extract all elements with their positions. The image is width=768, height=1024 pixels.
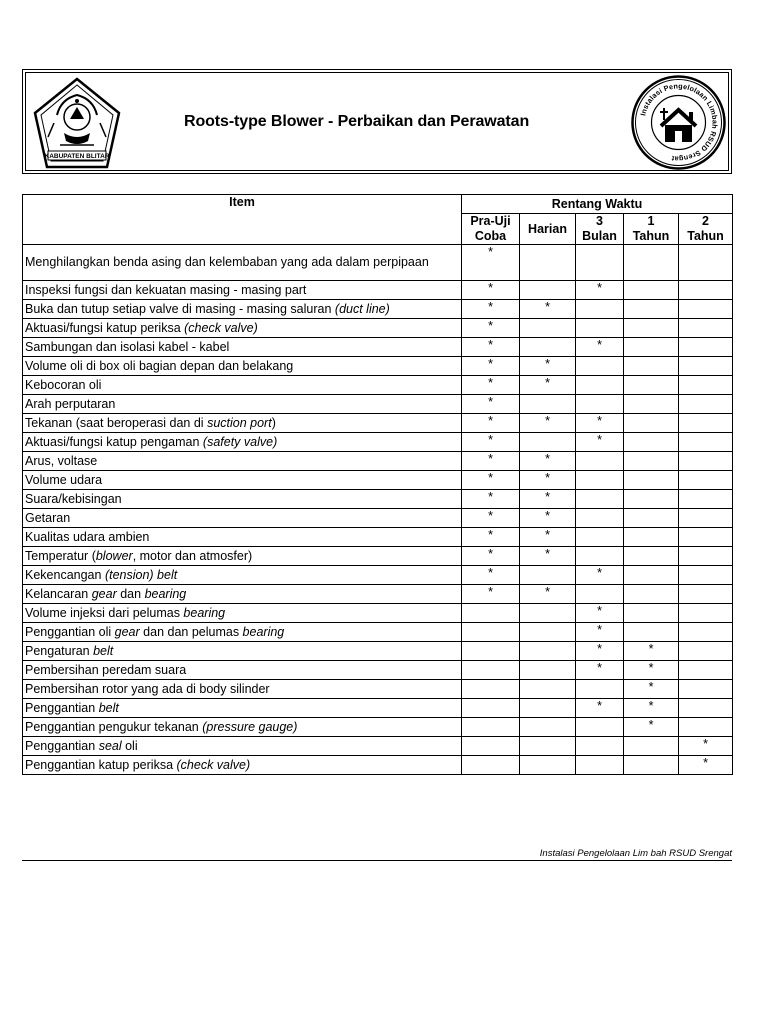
maintenance-schedule-table — [22, 194, 733, 775]
schedule-mark-cell — [624, 281, 679, 300]
schedule-mark-cell — [462, 604, 520, 623]
table-row — [23, 319, 733, 338]
schedule-mark-cell: * — [624, 718, 679, 737]
schedule-mark-cell — [520, 604, 576, 623]
schedule-mark-cell — [520, 661, 576, 680]
schedule-mark-cell — [679, 395, 733, 414]
table-row — [23, 452, 733, 471]
schedule-mark-cell: * — [462, 471, 520, 490]
table-row — [23, 642, 733, 661]
schedule-mark-cell — [462, 642, 520, 661]
schedule-mark-cell — [576, 680, 624, 699]
maintenance-item: Arah perputaran — [23, 395, 462, 414]
schedule-mark-cell — [624, 414, 679, 433]
maintenance-item: Penggantian katup periksa (check valve) — [23, 756, 462, 775]
schedule-mark-cell: * — [576, 604, 624, 623]
column-header-harian — [520, 214, 576, 245]
schedule-mark-cell: * — [624, 642, 679, 661]
schedule-mark-cell: * — [462, 528, 520, 547]
column-header-line1: 1 — [647, 214, 655, 228]
maintenance-item: Aktuasi/fungsi katup periksa (check valve) — [23, 319, 462, 338]
schedule-mark-cell: * — [462, 357, 520, 376]
maintenance-item: Penggantian oli gear dan dan pelumas bearing — [23, 623, 462, 642]
schedule-mark-cell — [520, 338, 576, 357]
maintenance-item: Getaran — [23, 509, 462, 528]
schedule-mark-cell — [462, 737, 520, 756]
schedule-mark-cell — [624, 509, 679, 528]
schedule-mark-cell: * — [462, 547, 520, 566]
schedule-mark-cell — [520, 680, 576, 699]
schedule-mark-cell — [679, 623, 733, 642]
table-row — [23, 281, 733, 300]
table-row — [23, 433, 733, 452]
schedule-mark-cell: * — [520, 376, 576, 395]
schedule-mark-cell — [624, 300, 679, 319]
schedule-mark-cell: * — [520, 585, 576, 604]
schedule-mark-cell — [624, 566, 679, 585]
maintenance-item: Volume udara — [23, 471, 462, 490]
schedule-mark-cell — [624, 471, 679, 490]
schedule-mark-cell — [576, 319, 624, 338]
schedule-mark-cell: * — [520, 528, 576, 547]
schedule-mark-cell: * — [576, 433, 624, 452]
table-row — [23, 547, 733, 566]
maintenance-item: Inspeksi fungsi dan kekuatan masing - masing part — [23, 281, 462, 300]
document-header — [22, 69, 732, 174]
maintenance-item: Penggantian seal oli — [23, 737, 462, 756]
schedule-mark-cell: * — [520, 452, 576, 471]
schedule-mark-cell — [576, 528, 624, 547]
schedule-mark-cell: * — [462, 452, 520, 471]
time-range-group-header: Rentang Waktu — [462, 195, 733, 214]
schedule-mark-cell — [624, 490, 679, 509]
schedule-mark-cell: * — [462, 509, 520, 528]
schedule-mark-cell: * — [624, 661, 679, 680]
maintenance-item: Temperatur (blower, motor dan atmosfer) — [23, 547, 462, 566]
table-row — [23, 756, 733, 775]
schedule-mark-cell: * — [576, 661, 624, 680]
table-row — [23, 718, 733, 737]
schedule-mark-cell — [576, 452, 624, 471]
schedule-mark-cell — [679, 281, 733, 300]
schedule-mark-cell — [679, 680, 733, 699]
schedule-mark-cell — [624, 357, 679, 376]
table-row — [23, 300, 733, 319]
table-row — [23, 623, 733, 642]
schedule-mark-cell: * — [576, 414, 624, 433]
schedule-mark-cell — [624, 528, 679, 547]
schedule-mark-cell: * — [679, 737, 733, 756]
schedule-mark-cell — [576, 395, 624, 414]
schedule-mark-cell: * — [462, 566, 520, 585]
column-header-line2: Tahun — [687, 229, 724, 243]
table-row — [23, 585, 733, 604]
schedule-mark-cell — [679, 661, 733, 680]
schedule-mark-cell — [679, 699, 733, 718]
schedule-mark-cell — [624, 623, 679, 642]
table-row — [23, 395, 733, 414]
maintenance-item: Kelancaran gear dan bearing — [23, 585, 462, 604]
schedule-mark-cell — [520, 395, 576, 414]
schedule-mark-cell — [576, 357, 624, 376]
schedule-mark-cell — [462, 718, 520, 737]
column-header-2-tahun — [679, 214, 733, 245]
column-header-3-bulan — [576, 214, 624, 245]
maintenance-item: Kekencangan (tension) belt — [23, 566, 462, 585]
maintenance-item: Volume injeksi dari pelumas bearing — [23, 604, 462, 623]
schedule-mark-cell: * — [520, 490, 576, 509]
schedule-mark-cell: * — [462, 338, 520, 357]
maintenance-item: Pembersihan rotor yang ada di body silinder — [23, 680, 462, 699]
schedule-mark-cell: * — [520, 300, 576, 319]
schedule-mark-cell — [520, 319, 576, 338]
schedule-mark-cell — [679, 300, 733, 319]
schedule-mark-cell: * — [462, 300, 520, 319]
schedule-mark-cell — [679, 490, 733, 509]
schedule-mark-cell — [520, 566, 576, 585]
footer-text: Instalasi Pengelolaan Lim bah RSUD Srengat — [539, 848, 732, 859]
column-header-line1: Pra-Uji — [470, 214, 511, 228]
schedule-mark-cell: * — [462, 319, 520, 338]
table-row — [23, 737, 733, 756]
schedule-mark-cell — [520, 756, 576, 775]
schedule-mark-cell — [576, 490, 624, 509]
schedule-mark-cell — [679, 376, 733, 395]
schedule-mark-cell — [679, 471, 733, 490]
table-row — [23, 357, 733, 376]
schedule-mark-cell — [679, 414, 733, 433]
maintenance-item: Kebocoran oli — [23, 376, 462, 395]
table-row — [23, 566, 733, 585]
schedule-mark-cell: * — [462, 585, 520, 604]
footer-divider — [22, 860, 732, 861]
schedule-mark-cell: * — [624, 680, 679, 699]
item-column-header: Item — [23, 195, 462, 245]
schedule-mark-cell — [576, 756, 624, 775]
schedule-mark-cell — [520, 699, 576, 718]
column-header-line1: Harian — [528, 221, 567, 236]
table-row — [23, 245, 733, 281]
schedule-mark-cell: * — [462, 414, 520, 433]
table-header-row — [23, 195, 733, 214]
schedule-mark-cell — [624, 547, 679, 566]
schedule-mark-cell: * — [462, 433, 520, 452]
schedule-mark-cell — [462, 699, 520, 718]
schedule-mark-cell — [679, 528, 733, 547]
schedule-mark-cell: * — [462, 245, 520, 281]
schedule-mark-cell — [576, 547, 624, 566]
schedule-mark-cell — [520, 718, 576, 737]
page-title: Roots-type Blower - Perbaikan dan Perawatan — [184, 113, 530, 130]
schedule-mark-cell: * — [520, 471, 576, 490]
schedule-mark-cell: * — [576, 338, 624, 357]
maintenance-item: Penggantian pengukur tekanan (pressure gauge) — [23, 718, 462, 737]
schedule-mark-cell — [679, 319, 733, 338]
table-row — [23, 376, 733, 395]
schedule-mark-cell — [624, 604, 679, 623]
schedule-mark-cell — [679, 547, 733, 566]
logo-left-caption: KABUPATEN BLITAR — [44, 153, 110, 160]
schedule-mark-cell — [576, 245, 624, 281]
maintenance-item: Arus, voltase — [23, 452, 462, 471]
table-row — [23, 680, 733, 699]
maintenance-item: Suara/kebisingan — [23, 490, 462, 509]
column-header-line2: Coba — [474, 229, 507, 243]
maintenance-item: Buka dan tutup setiap valve di masing - masing saluran (duct line) — [23, 300, 462, 319]
schedule-mark-cell — [576, 718, 624, 737]
schedule-mark-cell — [624, 756, 679, 775]
schedule-mark-cell — [679, 604, 733, 623]
schedule-mark-cell — [520, 737, 576, 756]
schedule-mark-cell: * — [576, 566, 624, 585]
maintenance-item: Kualitas udara ambien — [23, 528, 462, 547]
maintenance-item: Pengaturan belt — [23, 642, 462, 661]
schedule-mark-cell: * — [462, 376, 520, 395]
table-row — [23, 471, 733, 490]
schedule-mark-cell — [624, 395, 679, 414]
maintenance-item: Pembersihan peredam suara — [23, 661, 462, 680]
schedule-mark-cell: * — [576, 699, 624, 718]
table-row — [23, 338, 733, 357]
schedule-mark-cell — [520, 281, 576, 300]
schedule-mark-cell: * — [520, 509, 576, 528]
schedule-mark-cell — [576, 585, 624, 604]
schedule-mark-cell — [576, 509, 624, 528]
schedule-mark-cell — [679, 357, 733, 376]
schedule-mark-cell — [520, 623, 576, 642]
schedule-mark-cell — [679, 433, 733, 452]
kabupaten-blitar-emblem-icon — [30, 75, 124, 171]
schedule-mark-cell: * — [462, 395, 520, 414]
table-row — [23, 490, 733, 509]
table-row — [23, 699, 733, 718]
table-row — [23, 414, 733, 433]
table-row — [23, 528, 733, 547]
schedule-mark-cell — [462, 756, 520, 775]
maintenance-item: Sambungan dan isolasi kabel - kabel — [23, 338, 462, 357]
schedule-mark-cell — [624, 376, 679, 395]
table-row — [23, 604, 733, 623]
schedule-mark-cell — [624, 433, 679, 452]
maintenance-item: Tekanan (saat beroperasi dan di suction port) — [23, 414, 462, 433]
maintenance-item: Menghilangkan benda asing dan kelembaban yang ada dalam perpipaan — [23, 245, 462, 281]
column-header-line1: 2 — [702, 214, 709, 228]
column-header-pra-uji-coba — [462, 214, 520, 245]
schedule-mark-cell — [624, 319, 679, 338]
schedule-mark-cell — [462, 623, 520, 642]
schedule-mark-cell: * — [624, 699, 679, 718]
schedule-mark-cell — [624, 245, 679, 281]
schedule-mark-cell: * — [520, 414, 576, 433]
ipl-rsud-srengat-seal-icon — [630, 74, 727, 171]
table-row — [23, 509, 733, 528]
column-header-line2: Tahun — [632, 229, 670, 243]
schedule-mark-cell — [520, 642, 576, 661]
schedule-mark-cell — [520, 245, 576, 281]
schedule-mark-cell — [624, 737, 679, 756]
schedule-mark-cell — [462, 680, 520, 699]
schedule-mark-cell — [679, 245, 733, 281]
svg-text:Instalasi Pengelolaan Limbah R — [638, 81, 719, 163]
schedule-mark-cell — [576, 737, 624, 756]
column-header-line2: Bulan — [582, 229, 617, 243]
schedule-mark-cell: * — [679, 756, 733, 775]
table-body — [23, 245, 733, 775]
schedule-mark-cell — [679, 718, 733, 737]
schedule-mark-cell — [576, 376, 624, 395]
schedule-mark-cell — [679, 642, 733, 661]
schedule-mark-cell — [624, 338, 679, 357]
schedule-mark-cell — [462, 661, 520, 680]
seal-ring-text: Instalasi Pengelolaan Limbah RSUD Srengat — [638, 81, 720, 164]
maintenance-item: Penggantian belt — [23, 699, 462, 718]
schedule-mark-cell — [624, 585, 679, 604]
schedule-mark-cell — [520, 433, 576, 452]
schedule-mark-cell: * — [520, 547, 576, 566]
schedule-mark-cell: * — [462, 490, 520, 509]
schedule-mark-cell: * — [576, 623, 624, 642]
schedule-mark-cell — [679, 585, 733, 604]
schedule-mark-cell — [679, 338, 733, 357]
schedule-mark-cell — [624, 452, 679, 471]
schedule-mark-cell — [679, 452, 733, 471]
table-row — [23, 661, 733, 680]
schedule-mark-cell: * — [576, 642, 624, 661]
column-header-1-tahun — [624, 214, 679, 245]
schedule-mark-cell: * — [462, 281, 520, 300]
column-header-line1: 3 — [596, 214, 603, 228]
schedule-mark-cell — [576, 471, 624, 490]
schedule-mark-cell: * — [576, 281, 624, 300]
maintenance-item: Aktuasi/fungsi katup pengaman (safety valve) — [23, 433, 462, 452]
schedule-mark-cell — [679, 566, 733, 585]
schedule-mark-cell: * — [520, 357, 576, 376]
schedule-mark-cell — [576, 300, 624, 319]
maintenance-item: Volume oli di box oli bagian depan dan belakang — [23, 357, 462, 376]
schedule-mark-cell — [679, 509, 733, 528]
